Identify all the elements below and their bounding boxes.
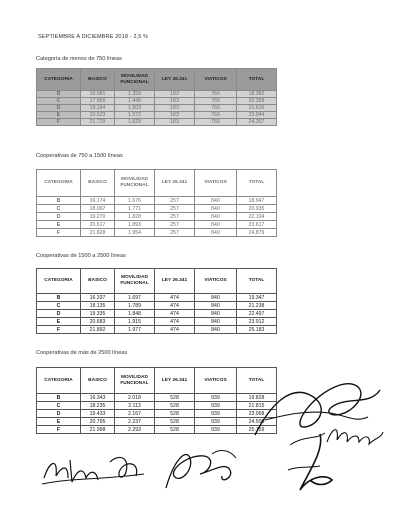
cell-viaticos: 939	[195, 402, 237, 410]
cell-viaticos: 939	[195, 418, 237, 426]
salary-table	[36, 367, 277, 434]
cell-basico: 20.795	[81, 418, 115, 426]
cell-movilidad: 1.893	[115, 221, 155, 229]
cell-basico: 21.729	[81, 119, 115, 126]
header-basico: BASICO	[81, 170, 115, 197]
cell-categoria: F	[37, 119, 81, 126]
cell-categoria: E	[37, 112, 81, 119]
table-row	[37, 402, 277, 410]
cell-ley: 474	[155, 318, 195, 326]
cell-categoria: C	[37, 402, 81, 410]
cell-movilidad: 2.113	[115, 402, 155, 410]
cell-ley: 257	[155, 213, 195, 221]
cell-viaticos: 840	[195, 229, 237, 237]
header-ley: LEY 26.341	[155, 368, 195, 394]
cell-basico: 19.270	[81, 213, 115, 221]
cell-viaticos: 840	[195, 221, 237, 229]
cell-viaticos: 766	[195, 119, 237, 126]
section-title: Cooperativas de 750 a 1500 líneas	[36, 153, 123, 159]
cell-basico: 18.135	[81, 302, 115, 310]
cell-movilidad: 1.697	[115, 294, 155, 302]
header-categoria: CATEGORIA	[37, 368, 81, 394]
cell-basico: 16.174	[81, 197, 115, 205]
header-total: TOTAL	[237, 368, 277, 394]
header-total: TOTAL	[237, 170, 277, 197]
cell-ley: 474	[155, 310, 195, 318]
cell-total: 18.947	[237, 197, 277, 205]
header-basico: BASICO	[81, 69, 115, 91]
header-categoria: CATEGORIA	[37, 269, 81, 294]
cell-ley: 257	[155, 197, 195, 205]
document-title: SEPTIEMBRE A DICIEMBRE 2018 - 2,5 %	[38, 34, 149, 40]
header-movilidad: MOVILIDAD FUNCIONAL	[115, 368, 155, 394]
cell-categoria: B	[37, 294, 81, 302]
header-categoria: CATEGORIA	[37, 69, 81, 91]
table-row	[37, 221, 277, 229]
cell-total: 22.497	[237, 310, 277, 318]
cell-total: 25.759	[237, 426, 277, 434]
cell-basico: 18.067	[81, 205, 115, 213]
cell-ley: 474	[155, 326, 195, 334]
cell-viaticos: 939	[195, 426, 237, 434]
header-viaticos: VIATICOS	[195, 368, 237, 394]
cell-viaticos: 766	[195, 105, 237, 112]
cell-ley: 528	[155, 402, 195, 410]
cell-ley: 257	[155, 205, 195, 213]
cell-total: 18.382	[237, 91, 277, 98]
cell-categoria: D	[37, 213, 81, 221]
cell-basico: 18.235	[81, 402, 115, 410]
table-row	[37, 326, 277, 334]
cell-ley: 474	[155, 302, 195, 310]
cell-ley: 183	[155, 119, 195, 126]
cell-total: 24.879	[237, 229, 277, 237]
cell-viaticos: 840	[195, 310, 237, 318]
cell-ley: 183	[155, 112, 195, 119]
cell-movilidad: 1.771	[115, 205, 155, 213]
table-row	[37, 229, 277, 237]
cell-movilidad: 1.828	[115, 213, 155, 221]
header-total: TOTAL	[237, 69, 277, 91]
table-row	[37, 119, 277, 126]
header-ley: LEY 26.341	[155, 69, 195, 91]
table-row	[37, 91, 277, 98]
table-row	[37, 318, 277, 326]
cell-total: 21.616	[237, 105, 277, 112]
cell-movilidad: 1.503	[115, 105, 155, 112]
cell-ley: 183	[155, 98, 195, 105]
salary-table	[36, 268, 277, 334]
section-title: Cooperativas de más de 2500 líneas	[36, 350, 128, 356]
cell-categoria: B	[37, 91, 81, 98]
table-row	[37, 213, 277, 221]
cell-total: 22.194	[237, 213, 277, 221]
cell-basico: 16.081	[81, 91, 115, 98]
cell-viaticos: 939	[195, 394, 237, 402]
signature-center	[160, 440, 250, 495]
cell-ley: 528	[155, 426, 195, 434]
table-row	[37, 294, 277, 302]
cell-ley: 183	[155, 91, 195, 98]
cell-categoria: C	[37, 302, 81, 310]
cell-basico: 19.335	[81, 310, 115, 318]
cell-ley: 528	[155, 410, 195, 418]
cell-basico: 17.965	[81, 98, 115, 105]
cell-movilidad: 2.167	[115, 410, 155, 418]
signature-hook	[280, 430, 340, 500]
cell-movilidad: 2.018	[115, 394, 155, 402]
table-row	[37, 310, 277, 318]
cell-categoria: E	[37, 318, 81, 326]
cell-total: 21.815	[237, 402, 277, 410]
cell-categoria: D	[37, 310, 81, 318]
cell-total: 23.617	[237, 221, 277, 229]
cell-movilidad: 1.848	[115, 310, 155, 318]
cell-viaticos: 840	[195, 326, 237, 334]
cell-categoria: D	[37, 410, 81, 418]
cell-ley: 474	[155, 294, 195, 302]
header-basico: BASICO	[81, 269, 115, 294]
signature-left	[40, 448, 150, 493]
cell-total: 19.347	[237, 294, 277, 302]
table-row	[37, 302, 277, 310]
cell-categoria: B	[37, 197, 81, 205]
cell-viaticos: 840	[195, 318, 237, 326]
cell-basico: 19.164	[81, 105, 115, 112]
cell-basico: 20.523	[81, 112, 115, 119]
cell-ley: 528	[155, 394, 195, 402]
cell-total: 20.935	[237, 205, 277, 213]
table-row	[37, 112, 277, 119]
cell-basico: 16.337	[81, 294, 115, 302]
cell-movilidad: 1.629	[115, 119, 155, 126]
header-viaticos: VIATICOS	[195, 269, 237, 294]
cell-total: 19.828	[237, 394, 277, 402]
table-row	[37, 418, 277, 426]
cell-categoria: C	[37, 205, 81, 213]
cell-total: 23.068	[237, 410, 277, 418]
header-categoria: CATEGORIA	[37, 170, 81, 197]
header-movilidad: MOVILIDAD FUNCIONAL	[115, 69, 155, 91]
cell-viaticos: 840	[195, 205, 237, 213]
section-title: Categoría de menos de 750 líneas	[36, 56, 122, 62]
cell-categoria: D	[37, 105, 81, 112]
cell-viaticos: 766	[195, 112, 237, 119]
cell-ley: 257	[155, 229, 195, 237]
cell-viaticos: 939	[195, 410, 237, 418]
cell-total: 24.500	[237, 418, 277, 426]
header-ley: LEY 26.341	[155, 170, 195, 197]
cell-total: 20.359	[237, 98, 277, 105]
cell-total: 23.044	[237, 112, 277, 119]
cell-basico: 16.343	[81, 394, 115, 402]
cell-viaticos: 766	[195, 91, 237, 98]
cell-viaticos: 840	[195, 302, 237, 310]
cell-viaticos: 840	[195, 213, 237, 221]
cell-movilidad: 1.572	[115, 112, 155, 119]
table-row	[37, 205, 277, 213]
cell-movilidad: 2.237	[115, 418, 155, 426]
cell-basico: 21.998	[81, 426, 115, 434]
cell-movilidad: 1.359	[115, 91, 155, 98]
table-row	[37, 426, 277, 434]
header-viaticos: VIATICOS	[195, 69, 237, 91]
cell-total: 24.307	[237, 119, 277, 126]
cell-viaticos: 840	[195, 294, 237, 302]
salary-table	[36, 169, 277, 237]
salary-table	[36, 68, 277, 126]
cell-viaticos: 840	[195, 197, 237, 205]
header-movilidad: MOVILIDAD FUNCIONAL	[115, 269, 155, 294]
cell-categoria: F	[37, 326, 81, 334]
cell-categoria: E	[37, 221, 81, 229]
cell-ley: 257	[155, 221, 195, 229]
header-viaticos: VIATICOS	[195, 170, 237, 197]
cell-total: 21.238	[237, 302, 277, 310]
cell-movilidad: 1.915	[115, 318, 155, 326]
header-ley: LEY 26.341	[155, 269, 195, 294]
cell-basico: 20.683	[81, 318, 115, 326]
cell-movilidad: 1.445	[115, 98, 155, 105]
cell-basico: 20.617	[81, 221, 115, 229]
table-row	[37, 98, 277, 105]
cell-basico: 21.892	[81, 326, 115, 334]
cell-movilidad: 1.954	[115, 229, 155, 237]
header-total: TOTAL	[237, 269, 277, 294]
table-row	[37, 197, 277, 205]
cell-movilidad: 1.676	[115, 197, 155, 205]
table-row	[37, 105, 277, 112]
header-basico: BASICO	[81, 368, 115, 394]
section-title: Cooperativas de 1500 a 2500 líneas	[36, 253, 126, 259]
table-row	[37, 410, 277, 418]
cell-total: 23.912	[237, 318, 277, 326]
cell-movilidad: 1.789	[115, 302, 155, 310]
cell-movilidad: 1.977	[115, 326, 155, 334]
cell-categoria: E	[37, 418, 81, 426]
cell-basico: 21.828	[81, 229, 115, 237]
cell-ley: 528	[155, 418, 195, 426]
cell-movilidad: 2.293	[115, 426, 155, 434]
cell-viaticos: 766	[195, 98, 237, 105]
cell-basico: 19.433	[81, 410, 115, 418]
cell-total: 25.183	[237, 326, 277, 334]
cell-categoria: F	[37, 426, 81, 434]
cell-categoria: F	[37, 229, 81, 237]
table-row	[37, 394, 277, 402]
cell-categoria: C	[37, 98, 81, 105]
cell-categoria: B	[37, 394, 81, 402]
header-movilidad: MOVILIDAD FUNCIONAL	[115, 170, 155, 197]
cell-ley: 183	[155, 105, 195, 112]
